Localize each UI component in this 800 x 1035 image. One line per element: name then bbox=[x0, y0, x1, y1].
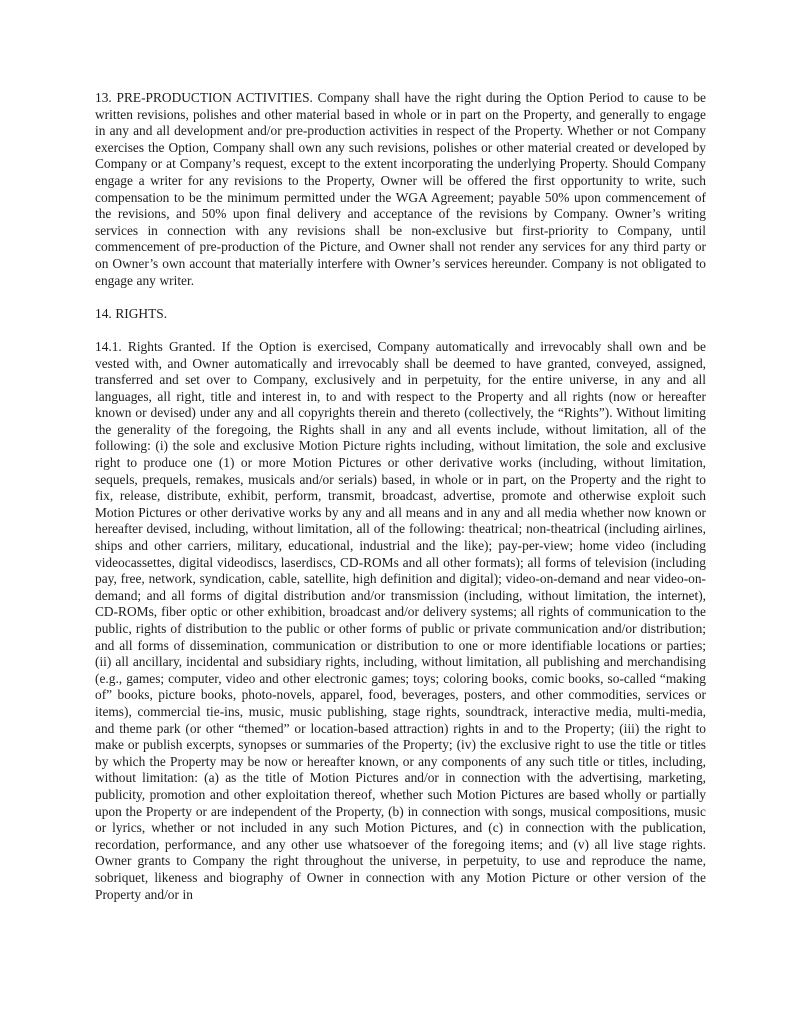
section-13-pre-production-activities: 13. PRE-PRODUCTION ACTIVITIES. Company shall have the right during the Option Period to cause to be written revisions, polishes and other material based in whole or in part on the Property, and generally to engage in any and all development and/or pre-production activities in respect of the Property. Whether or not Company exercises the Option, Company shall own any such revisions, polishes or other material created or developed by Company or at Company’s request, except to the extent incorporating the underlying Property. Should Company engage a writer for any revisions to the Property, Owner will be offered the first opportunity to write, such compensation to be the minimum permitted under the WGA Agreement; payable 50% upon commencement of the revisions, and 50% upon final delivery and acceptance of the revisions by Company. Owner’s writing services in connection with any revisions shall be non-exclusive but first-priority to Company, until commencement of pre-production of the Picture, and Owner shall not render any services for any third party or on Owner’s own account that materially interfere with Owner’s services hereunder. Company is not obligated to engage any writer. bbox=[95, 90, 706, 288]
section-14-1-rights-granted: 14.1. Rights Granted. If the Option is exercised, Company automatically and irrevocably shall own and be vested with, and Owner automatically and irrevocably shall be deemed to have granted, conveyed, assigned, transferred and set over to Company, exclusively and in perpetuity, for the entire universe, in any and all languages, all right, title and interest in, to and with respect to the Property and all rights (now or hereafter known or devised) under any and all copyrights therein and thereto (collectively, the “Rights”). Without limiting the generality of the foregoing, the Rights shall in any and all events include, without limitation, all of the following: (i) the sole and exclusive Motion Picture rights including, without limitation, the sole and exclusive right to produce one (1) or more Motion Pictures or other derivative works (including, without limitation, sequels, prequels, remakes, musicals and/or serials) based, in whole or in part, on the Property and the right to fix, release, distribute, exhibit, perform, transmit, broadcast, advertise, promote and otherwise exploit such Motion Pictures or other derivative works by any and all means and in any and all media whether now known or hereafter devised, including, without limitation, all of the following: theatrical; non-theatrical (including airlines, ships and other carriers, military, educational, industrial and the like); pay-per-view; home video (including videocassettes, digital videodiscs, laserdiscs, CD-ROMs and all other formats); all forms of television (including pay, free, network, syndication, cable, satellite, high definition and digital); video-on-demand and near video-on-demand; and all forms of digital distribution and/or transmission (including, without limitation, the internet), CD-ROMs, fiber optic or other exhibition, broadcast and/or delivery systems; all rights of communication to the public, rights of distribution to the public or other forms of public or private communication and/or distribution; and all forms of dissemination, communication or distribution to one or more identifiable locations or parties; (ii) all ancillary, incidental and subsidiary rights, including, without limitation, all publishing and merchandising (e.g., games; computer, video and other electronic games; toys; coloring books, comic books, so-called “making of” books, picture books, photo-novels, apparel, food, beverages, posters, and other commodities, services or items), commercial tie-ins, music, music publishing, stage rights, soundtrack, interactive media, multi-media, and theme park (or other “themed” or location-based attraction) rights in and to the Property; (iii) the right to make or publish excerpts, synopses or summaries of the Property; (iv) the exclusive right to use the title or titles by which the Property may be now or hereafter known, or any components of any such title or titles, including, without limitation: (a) as the title of Motion Pictures and/or in connection with the advertising, marketing, publicity, promotion and other exploitation thereof, whether such Motion Pictures are based wholly or partially upon the Property or are independent of the Property, (b) in connection with songs, musical compositions, music or lyrics, whether or not included in any such Motion Pictures, and (c) in connection with the publication, recordation, performance, and any other use whatsoever of the foregoing items; and (v) all live stage rights. Owner grants to Company the right throughout the universe, in perpetuity, to use and reproduce the name, sobriquet, likeness and biography of Owner in connection with any Motion Picture or other version of the Property and/or in bbox=[95, 338, 706, 902]
section-14-rights-heading: 14. RIGHTS. bbox=[95, 305, 168, 321]
